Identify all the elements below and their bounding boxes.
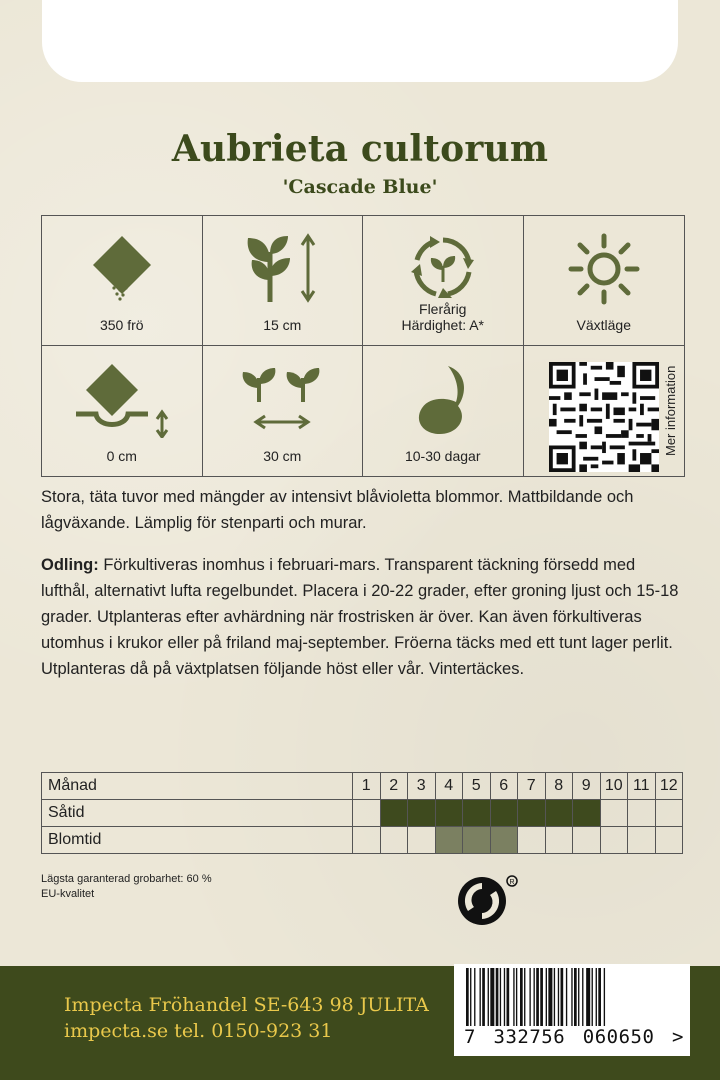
germination-cell <box>363 346 524 476</box>
sowing-label: Såtid <box>42 800 353 827</box>
fine-print <box>41 872 212 902</box>
month-cell: 11 <box>628 773 656 800</box>
seed-count-cell <box>42 216 203 346</box>
month-cell: 3 <box>408 773 436 800</box>
seed-count: 350 frö <box>99 317 144 333</box>
plant-name: Aubrieta cultorum <box>171 128 549 170</box>
plant-spacing-icon <box>237 362 327 434</box>
plant-spacing: 30 cm <box>263 448 302 464</box>
germination-time: 10-30 dagar <box>404 448 481 464</box>
bloom-month-cell <box>573 827 601 854</box>
bloom-month-cell <box>380 827 408 854</box>
plant-height: 15 cm <box>263 317 302 333</box>
sun-icon <box>567 232 641 306</box>
month-cell: 2 <box>380 773 408 800</box>
month-cell: 12 <box>655 773 683 800</box>
bloom-month-cell <box>408 827 436 854</box>
month-cell: 5 <box>463 773 491 800</box>
info-grid <box>41 215 685 477</box>
barcode-bars <box>466 968 678 1026</box>
bloom-month-cell <box>518 827 546 854</box>
bloom-month-cell <box>463 827 491 854</box>
location: Växtläge <box>576 317 631 333</box>
sowing-month-cell <box>573 800 601 827</box>
hang-tab <box>42 0 678 82</box>
hardiness: Härdighet: A* <box>401 317 484 333</box>
bloom-month-cell <box>353 827 381 854</box>
sowing-month-cell <box>435 800 463 827</box>
sowing-month-cell <box>518 800 546 827</box>
month-cell: 1 <box>353 773 381 800</box>
qr-code[interactable] <box>549 362 659 472</box>
month-cell: 8 <box>545 773 573 800</box>
barcode-trail: > <box>672 1026 684 1048</box>
sowing-month-cell <box>463 800 491 827</box>
sowing-month-cell <box>490 800 518 827</box>
month-cell: 7 <box>518 773 546 800</box>
sowing-row <box>42 800 683 827</box>
month-row <box>42 773 683 800</box>
month-cell: 6 <box>490 773 518 800</box>
cultivar-name: 'Cascade Blue' <box>282 176 438 198</box>
sowing-month-cell <box>600 800 628 827</box>
location-cell <box>524 216 685 346</box>
height-cell <box>203 216 364 346</box>
green-dot-recycling-icon <box>456 873 522 927</box>
bloom-label: Blomtid <box>42 827 353 854</box>
bloom-row <box>42 827 683 854</box>
barcode-number <box>464 1026 684 1048</box>
bloom-month-cell <box>435 827 463 854</box>
sowing-depth-icon <box>72 362 172 438</box>
sowing-calendar <box>41 772 683 854</box>
life-cycle-cell <box>363 216 524 346</box>
month-label: Månad <box>42 773 353 800</box>
sowing-depth: 0 cm <box>106 448 137 464</box>
description: Stora, täta tuvor med mängder av intensivt blåvioletta blommor. Mattbildande och lågväxande. Lämplig för stenparti och murar. <box>41 488 634 532</box>
qr-cell <box>524 346 685 476</box>
sowing-month-cell <box>353 800 381 827</box>
quality-note: EU-kvalitet <box>41 888 95 900</box>
contact-line: impecta.se tel. 0150-923 31 <box>64 1020 333 1042</box>
germinating-seed-icon <box>408 362 478 436</box>
barcode-lead: 7 <box>464 1026 476 1048</box>
bloom-month-cell <box>655 827 683 854</box>
company-address <box>64 992 429 1044</box>
barcode <box>454 964 690 1056</box>
bloom-month-cell <box>545 827 573 854</box>
sowing-month-cell <box>408 800 436 827</box>
cultivation-instructions <box>41 552 683 682</box>
cultivation-text: Förkultiveras inomhus i februari-mars. Transparent täckning försedd med lufthål, alternativt lufta regelbundet. Placera i 20-22 grader, efter groning ljust och 15-18 grader. Utplanteras efter avhärdning när frostrisken är över. Kan även förkultiveras utomhus i krukor eller på friland maj-september. Fröerna täcks med ett tunt lager perlit. Utplanteras då på växtplatsen följande höst eller vår. Vintertäckes. <box>41 556 679 678</box>
month-cell: 4 <box>435 773 463 800</box>
sowing-month-cell <box>545 800 573 827</box>
cultivation-label: Odling: <box>41 556 99 574</box>
sowing-month-cell <box>655 800 683 827</box>
bloom-month-cell <box>628 827 656 854</box>
month-cell: 10 <box>600 773 628 800</box>
sowing-month-cell <box>628 800 656 827</box>
month-cell: 9 <box>573 773 601 800</box>
spacing-cell <box>203 346 364 476</box>
more-information-label: Mer information <box>663 365 678 457</box>
perennial-cycle-icon <box>408 232 478 302</box>
life-cycle: Flerårig <box>419 301 467 317</box>
plant-height-icon <box>242 232 322 304</box>
sowing-month-cell <box>380 800 408 827</box>
barcode-group2: 060650 <box>582 1026 655 1048</box>
bloom-month-cell <box>490 827 518 854</box>
seed-packet-icon <box>87 232 157 302</box>
germination-guarantee: Lägsta garanterad grobarhet: 60 % <box>41 873 212 885</box>
company-line: Impecta Fröhandel SE-643 98 JULITA <box>64 994 429 1016</box>
sowing-depth-cell <box>42 346 203 476</box>
svg-text:R: R <box>509 879 515 886</box>
bloom-month-cell <box>600 827 628 854</box>
barcode-group1: 332756 <box>493 1026 566 1048</box>
